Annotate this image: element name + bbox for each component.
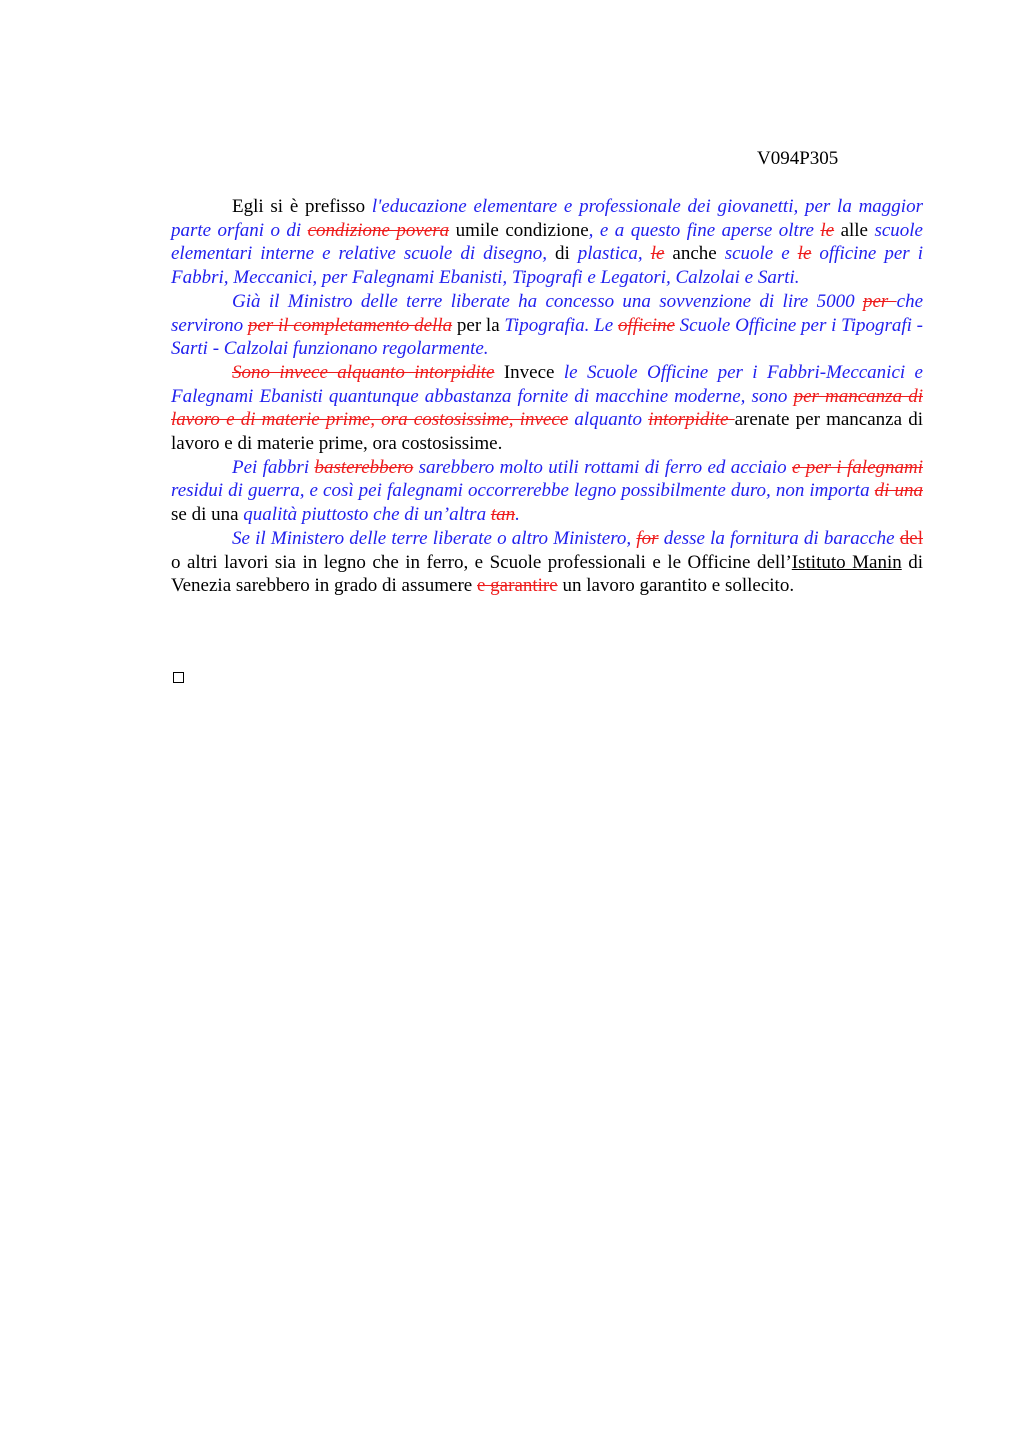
original-text: alle (834, 219, 875, 241)
inserted-text: scuole e (724, 243, 798, 265)
deleted-text: le (650, 243, 665, 265)
inserted-text: desse la fornitura di baracche (658, 527, 900, 549)
inserted-text: sarebbero molto utili rottami di ferro ed acciaio (413, 456, 792, 478)
deleted-text: for (636, 527, 659, 549)
paragraph (171, 527, 923, 598)
deleted-text: intorpidite (648, 409, 735, 431)
inserted-text: Pei fabbri (232, 456, 315, 478)
deleted-text: officine (617, 314, 675, 336)
deleted-text: e garantire (477, 575, 558, 597)
deleted-text: e per i falegnami (791, 456, 924, 478)
deleted-text: per (862, 290, 897, 312)
inserted-text: scuole elementari interne e relative scuole di disegno, (171, 219, 923, 265)
original-text: anche (664, 243, 725, 265)
inserted-text: , e a questo fine aperse oltre (588, 219, 821, 241)
page-id-label: V094P305 (757, 148, 839, 169)
deleted-text: condizione povera (307, 219, 450, 241)
inserted-text: che servirono (171, 290, 924, 336)
inserted-text: residui di guerra, e così pei falegnami occorrerebbe legno possibilmente duro, non importa (171, 480, 875, 502)
original-text: arenate per mancanza di lavoro e di materie prime, ora costosissime. (171, 409, 924, 455)
document-body (171, 195, 923, 598)
original-text: per la (452, 314, 505, 336)
inserted-text: . (515, 504, 520, 526)
underlined-text: Istituto Manin (791, 551, 902, 573)
inserted-text: Scuole Officine per i Tipografi - Sarti - Calzolai funzionano regolarmente. (171, 314, 924, 360)
inserted-text: l'educazione elementare e professionale dei giovanetti, per la maggior parte orfani o di (171, 196, 923, 241)
deleted-text: le (797, 243, 812, 265)
original-text: Invece (494, 361, 564, 383)
original-text: di (546, 243, 578, 265)
deleted-text: Sono invece alquanto intorpidite (232, 361, 495, 383)
original-text: umile condizione (449, 219, 589, 241)
original-text: un lavoro garantito e sollecito. (557, 575, 795, 597)
inserted-text: Tipografia. Le (504, 314, 618, 336)
inserted-text: le Scuole Officine per i Fabbri-Meccanici e Falegnami Ebanisti quantunque abbastanza fornite di macchine moderne, sono (171, 361, 923, 407)
inserted-text: officine per i Fabbri, Meccanici, per Falegnami Ebanisti, Tipografi e Legatori, Calzolai e Sarti. (171, 243, 923, 289)
end-of-document-box-icon (173, 672, 184, 683)
paragraph (171, 195, 923, 290)
deleted-text: per il completamento della (247, 314, 453, 336)
inserted-text: Se il Ministero delle terre liberate o altro Ministero, (232, 527, 637, 549)
paragraph (171, 361, 923, 456)
inserted-text: qualità piuttosto che di un’altra (243, 504, 491, 526)
paragraph (171, 456, 923, 527)
deleted-text: tan (490, 504, 516, 526)
deleted-text: del (899, 527, 923, 549)
deleted-text: basterebbero (314, 456, 414, 478)
original-text: se di una (171, 504, 244, 526)
inserted-text: Già il Ministro delle terre liberate ha concesso una sovvenzione di lire 5000 (232, 290, 863, 312)
inserted-text: plastica, (577, 243, 651, 265)
deleted-text: le (820, 219, 835, 241)
deleted-text: per mancanza di lavoro e di materie prime, ora costosissime, invece (171, 385, 923, 431)
original-text: Egli si è prefisso (232, 196, 372, 217)
paragraph (171, 290, 923, 361)
original-text: di Venezia sarebbero in grado di assumere (171, 551, 923, 597)
inserted-text: alquanto (568, 409, 649, 431)
original-text: o altri lavori sia in legno che in ferro, e Scuole professionali e le Officine dell’ (171, 551, 792, 573)
deleted-text: di una (874, 480, 923, 502)
